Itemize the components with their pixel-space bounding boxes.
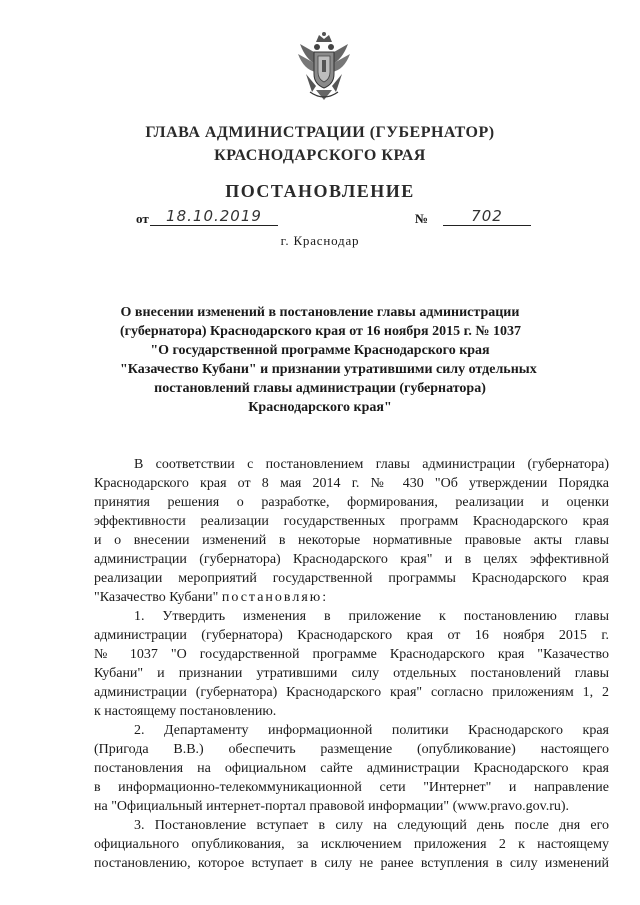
body-line: № 1037 "О государственной программе Краснодарского края "Казачество bbox=[94, 647, 609, 662]
body-line: Кубани" и признании утратившими силу отдельных постановлений главы bbox=[94, 666, 609, 681]
title-line: (губернатора) Краснодарского края от 16 ноября 2015 г. № 1037 bbox=[120, 324, 521, 339]
decree-word: постановляю: bbox=[221, 590, 329, 605]
body-line: 1. Утвердить изменения в приложение к постановлению главы bbox=[134, 609, 609, 624]
body-line: администрации (губернатора) Краснодарского края от 16 ноября 2015 г. bbox=[94, 628, 609, 643]
authority-title-line-1: ГЛАВА АДМИНИСТРАЦИИ (ГУБЕРНАТОР) bbox=[145, 124, 495, 141]
title-line: "Казачество Кубани" и признании утратившими силу отдельных bbox=[120, 362, 537, 377]
body-line: принятия решения о разработке, формирования, реализации и оценки bbox=[94, 495, 609, 510]
date-value: 18.10.2019 bbox=[150, 207, 278, 226]
document-title bbox=[120, 303, 537, 417]
number-label: № bbox=[415, 211, 429, 226]
body-line: постановления на официальном сайте администрации Краснодарского края bbox=[94, 761, 609, 776]
body-line: в информационно-телекоммуникационной сети "Интернет" и направление bbox=[94, 780, 609, 795]
date-label: от bbox=[136, 211, 149, 226]
body-line: официального опубликования, за исключением приложения 2 к настоящему bbox=[94, 837, 609, 852]
body-line: реализации мероприятий государственной программы Краснодарского края bbox=[94, 571, 609, 586]
body-line-text: "Казачество Кубани" bbox=[94, 590, 219, 605]
body-line: эффективности реализации государственных программ Краснодарского края bbox=[94, 514, 609, 529]
body-line: постановлению, которое вступает в силу не ранее вступления в силу изменений bbox=[94, 856, 609, 871]
body-line: на "Официальный интернет-портал правовой информации" (www.pravo.gov.ru). bbox=[94, 799, 570, 814]
body-line: Краснодарского края от 8 мая 2014 г. № 430 "Об утверждении Порядка bbox=[94, 476, 609, 491]
title-line: Краснодарского края" bbox=[248, 400, 392, 415]
document-type: ПОСТАНОВЛЕНИЕ bbox=[225, 181, 415, 201]
document-body bbox=[94, 455, 609, 873]
title-line: О внесении изменений в постановление главы администрации bbox=[120, 305, 520, 320]
document-number: 702 bbox=[443, 207, 531, 226]
body-line: и о внесении изменений в некоторые нормативные правовые акты главы bbox=[94, 533, 609, 548]
body-line bbox=[94, 588, 609, 607]
body-line: администрации (губернатора) Краснодарского края" и в целях эффективной bbox=[94, 552, 609, 567]
body-line: (Пригода В.В.) обеспечить размещение (опубликование) настоящего bbox=[94, 742, 609, 757]
authority-title-line-2: КРАСНОДАРСКОГО КРАЯ bbox=[214, 147, 426, 164]
city: г. Краснодар bbox=[280, 233, 360, 248]
coat-of-arms-icon bbox=[296, 30, 352, 102]
body-line: администрации (губернатора) Краснодарского края" согласно приложениям 1, 2 bbox=[94, 685, 609, 700]
body-line: к настоящему постановлению. bbox=[94, 704, 277, 719]
title-line: "О государственной программе Краснодарского края bbox=[150, 343, 490, 358]
body-line: 2. Департаменту информационной политики Краснодарского края bbox=[134, 723, 609, 738]
title-line: постановлений главы администрации (губернатора) bbox=[154, 381, 486, 396]
body-line: В соответствии с постановлением главы администрации (губернатора) bbox=[134, 457, 609, 472]
body-line: 3. Постановление вступает в силу на следующий день после дня его bbox=[134, 818, 609, 833]
